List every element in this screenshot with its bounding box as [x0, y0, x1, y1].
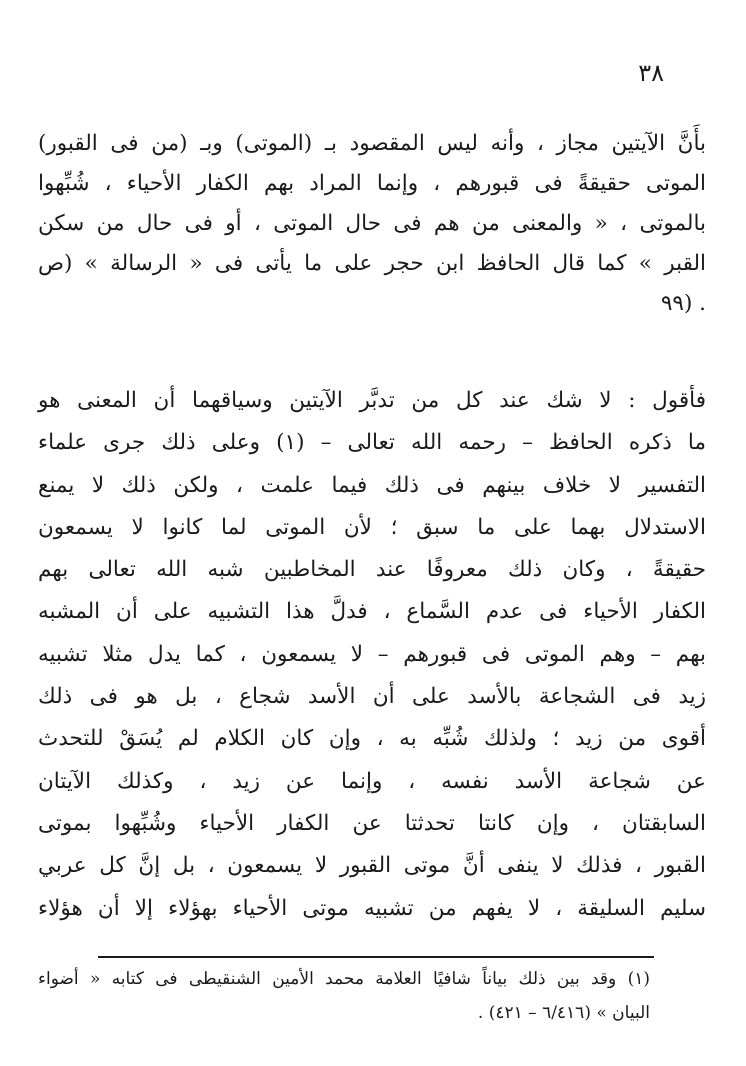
footnote-line: (١) وقد بين ذلك بياناً شافيًا العلامة محمد الأمين الشنقيطى فى كتابه « أضواء [38, 969, 650, 989]
text-line: القبور ، فذلك لا ينفى أنَّ موتى القبور لا يسمعون ، بل إنَّ كل عربي [38, 853, 706, 879]
text-line: التفسير لا خلاف بينهم فى ذلك فيما علمت ، ولكن ذلك لا يمنع [38, 472, 706, 498]
text-line: الكفار الأحياء فى عدم السَّماع ، فدلَّ هذا التشبيه على أن المشبه [38, 599, 706, 625]
text-line: السابقتان ، وإن كانتا تحدثتا عن الكفار الأحياء وشُبِّهوا بموتى [38, 810, 706, 836]
text-line: فأقول : لا شك عند كل من تدبَّر الآيتين وسياقهما أن المعنى هو [38, 388, 706, 413]
text-line: القبر » كما قال الحافظ ابن حجر على ما يأتى فى « الرسالة » (ص [38, 251, 706, 276]
text-line: أقوى من زيد ؛ ولذلك شُبِّه به ، وإن كان الكلام لم يُسَقْ للتحدث [38, 726, 706, 752]
footnote-line: البيان » (٦/٤١٦ – ٤٢١) . [477, 1003, 650, 1023]
text-line: زيد فى الشجاعة بالأسد على أن الأسد شجاع ، بل هو فى ذلك [38, 684, 706, 710]
text-line: ما ذكره الحافظ – رحمه الله تعالى – (١) وعلى ذلك جرى علماء [38, 430, 706, 456]
text-line: الاستدلال بهما على ما سبق ؛ لأن الموتى لما كانوا لا يسمعون [38, 514, 706, 540]
paragraph-intro [38, 124, 706, 324]
text-line: سليم السليقة ، لا يفهم من تشبيه موتى الأحياء بهؤلاء إلا أن هؤلاء [38, 895, 706, 921]
text-line: حقيقةً ، وكان ذلك معروفًا عند المخاطبين شبه الله تعالى بهم [38, 557, 706, 583]
page-number: ٣٨ [638, 59, 664, 87]
footnote-separator [98, 956, 654, 958]
text-line: بهم – وهم الموتى فى قبورهم – لا يسمعون ، كما يدل مثلا تشبيه [38, 641, 706, 667]
text-line: الموتى حقيقةً فى قبورهم ، وإنما المراد بهم الكفار الأحياء ، شُبِّهوا [38, 171, 706, 196]
footnote-block [38, 962, 650, 1030]
paragraph-argument [38, 380, 706, 930]
text-line: بالموتى ، « والمعنى من هم فى حال الموتى ، أو فى حال من سكن [38, 211, 706, 236]
text-line: عن شجاعة الأسد نفسه ، وإنما عن زيد ، وكذلك الآيتان [38, 768, 706, 794]
text-line: . (٩٩ [660, 291, 706, 316]
text-line: بأَنَّ الآيتين مجاز ، وأنه ليس المقصود بـ (الموتى) وبـ (من فى القبور) [38, 131, 706, 156]
